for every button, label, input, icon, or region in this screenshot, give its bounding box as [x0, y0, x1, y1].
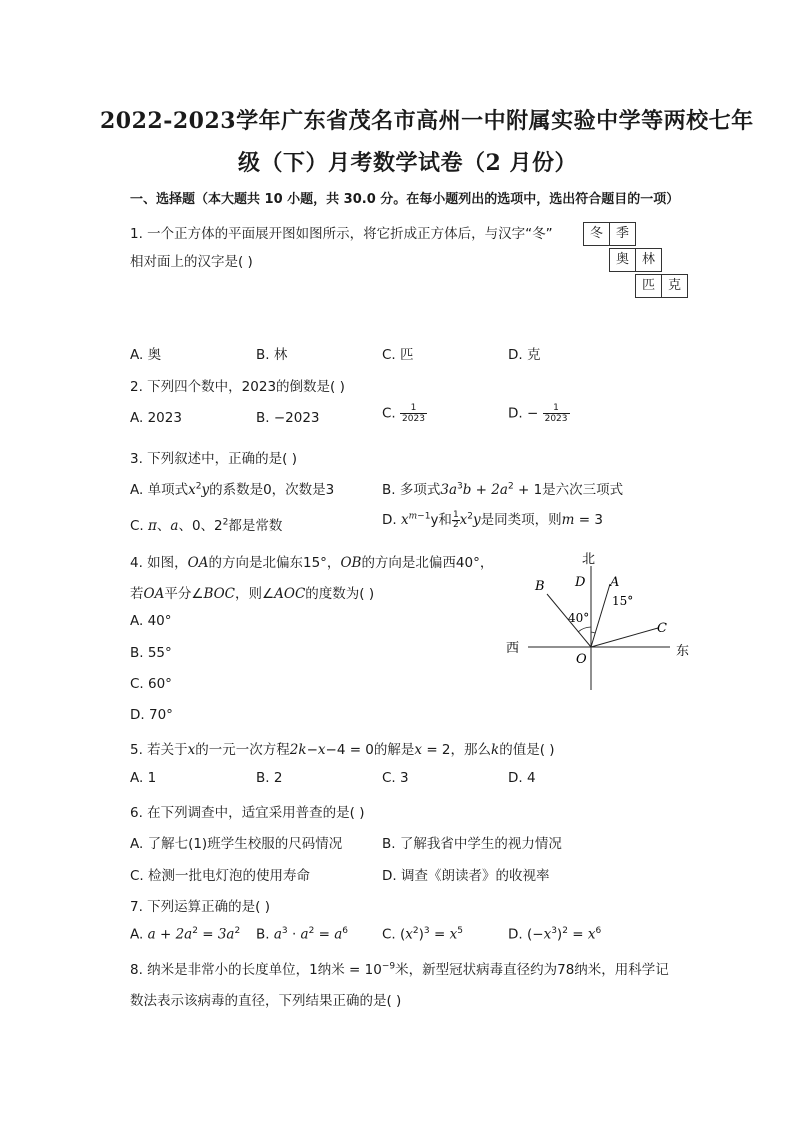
q7-option-d[interactable]: D. $(-x^3)^2 = x^6$ [508, 926, 602, 943]
net-cell-dong: 冬 [583, 222, 610, 246]
q5-option-c[interactable]: C. 3 [382, 770, 409, 786]
q5-option-b[interactable]: B. 2 [256, 770, 283, 786]
q3-option-b[interactable]: B. 多项式$3a^3b + 2a^2 + 1$是六次三项式 [382, 481, 624, 498]
direction-angle-figure [500, 548, 700, 698]
q8-stem-line2: 数法表示该病毒的直径，下列结果正确的是( ) [130, 993, 402, 1009]
q3-option-d[interactable]: D. $x^{m-1}y$和 $\frac{1}{2}$ $x^2y$是同类项，则m = 3 [382, 509, 603, 530]
q4-stem-line2: 若OA平分∠BOC，则∠AOC的度数为( ) [130, 586, 375, 602]
q7-stem: 7. 下列运算正确的是( ) [130, 899, 270, 915]
q2-option-d-fraction: $\frac{1}{2023}$ [544, 403, 568, 424]
q4-option-b[interactable]: B. 55° [130, 645, 172, 661]
label-b: B [535, 579, 545, 594]
label-c: C [657, 621, 667, 636]
q2-option-c-fraction: $\frac{1}{2023}$ [402, 403, 425, 424]
q3-option-a[interactable]: A. 单项式$x^2y$的系数是0，次数是3 [130, 481, 335, 498]
q6-option-a[interactable]: A. 了解七(1)班学生校服的尺码情况 [130, 836, 343, 852]
q1-option-c[interactable]: C. 匹 [382, 347, 414, 363]
net-cell-ke: 克 [661, 274, 688, 298]
q6-option-b[interactable]: B. 了解我省中学生的视力情况 [382, 836, 562, 852]
label-north: 北 [582, 552, 596, 567]
q2-stem: 2. 下列四个数中，2023的倒数是( ) [130, 379, 345, 395]
q3-option-c[interactable]: C. π、a、0、$2^2$都是常数 [130, 517, 283, 534]
q2-option-a[interactable]: A. 2023 [130, 410, 182, 426]
q7-option-c[interactable]: C. $(x^2)^3 = x^5$ [382, 926, 463, 943]
q4-option-d[interactable]: D. 70° [130, 707, 173, 723]
q2-option-c-prefix: C. [382, 405, 396, 422]
page-title-line1: 2022-2023学年广东省茂名市高州一中附属实验中学等两校七年 [100, 108, 754, 134]
q1-option-a[interactable]: A. 奥 [130, 347, 162, 363]
q1-stem-line2: 相对面上的汉字是( ) [130, 254, 253, 270]
label-angle-40: 40° [568, 611, 590, 625]
label-a: A [610, 575, 620, 590]
section-heading: 一、选择题（本大题共 10 小题，共 30.0 分。在每小题列出的选项中，选出符合题目的一项） [130, 192, 680, 207]
q6-option-d[interactable]: D. 调查《朗读者》的收视率 [382, 868, 550, 884]
label-east: 东 [676, 644, 690, 659]
label-d: D [575, 575, 586, 590]
angle-arc-40 [578, 627, 591, 632]
net-cell-ji: 季 [609, 222, 636, 246]
q3-stem: 3. 下列叙述中，正确的是( ) [130, 451, 297, 467]
q1-option-b[interactable]: B. 林 [256, 347, 288, 363]
angle-arc-15 [591, 632, 595, 633]
q2-option-d[interactable] [508, 403, 570, 424]
q8-stem-line1: 8. 纳米是非常小的长度单位，1纳米 = $10^{-9}$米，新型冠状病毒直径约为78纳米，用科学记 [130, 961, 669, 978]
q7-option-a[interactable]: A. $a + 2a^2 = 3a^2$ [130, 926, 241, 943]
q4-option-a[interactable]: A. 40° [130, 613, 172, 629]
q4-stem-line1: 4. 如图，OA的方向是北偏东15°，OB的方向是北偏西40°， [130, 555, 494, 571]
q2-option-d-prefix: D. − [508, 405, 539, 422]
ray-oa [591, 584, 610, 647]
net-cell-ao: 奥 [609, 248, 636, 272]
q1-stem-line1: 1. 一个正方体的平面展开图如图所示，将它折成正方体后，与汉字“冬” [130, 226, 553, 242]
q6-stem: 6. 在下列调查中，适宜采用普查的是( ) [130, 805, 365, 821]
q4-option-c[interactable]: C. 60° [130, 676, 172, 692]
ray-oc [591, 628, 658, 647]
label-angle-15: 15° [612, 594, 634, 608]
cube-net-figure [583, 222, 693, 298]
q6-option-c[interactable]: C. 检测一批电灯泡的使用寿命 [130, 868, 311, 884]
q2-option-c[interactable] [382, 403, 427, 424]
label-o: O [576, 652, 587, 667]
q1-option-d[interactable]: D. 克 [508, 347, 541, 363]
page-title-line2: 级（下）月考数学试卷（2 月份） [238, 150, 577, 176]
q5-option-d[interactable]: D. 4 [508, 770, 536, 786]
net-cell-lin: 林 [635, 248, 662, 272]
label-west: 西 [506, 641, 520, 656]
q2-option-b[interactable]: B. −2023 [256, 410, 320, 426]
q5-option-a[interactable]: A. 1 [130, 770, 157, 786]
net-cell-pi: 匹 [635, 274, 662, 298]
q7-option-b[interactable]: B. $a^3 \cdot a^2 = a^6$ [256, 926, 349, 943]
q5-stem: 5. 若关于x的一元一次方程2k−x−4 = 0的解是x = 2，那么k的值是( ) [130, 742, 555, 758]
